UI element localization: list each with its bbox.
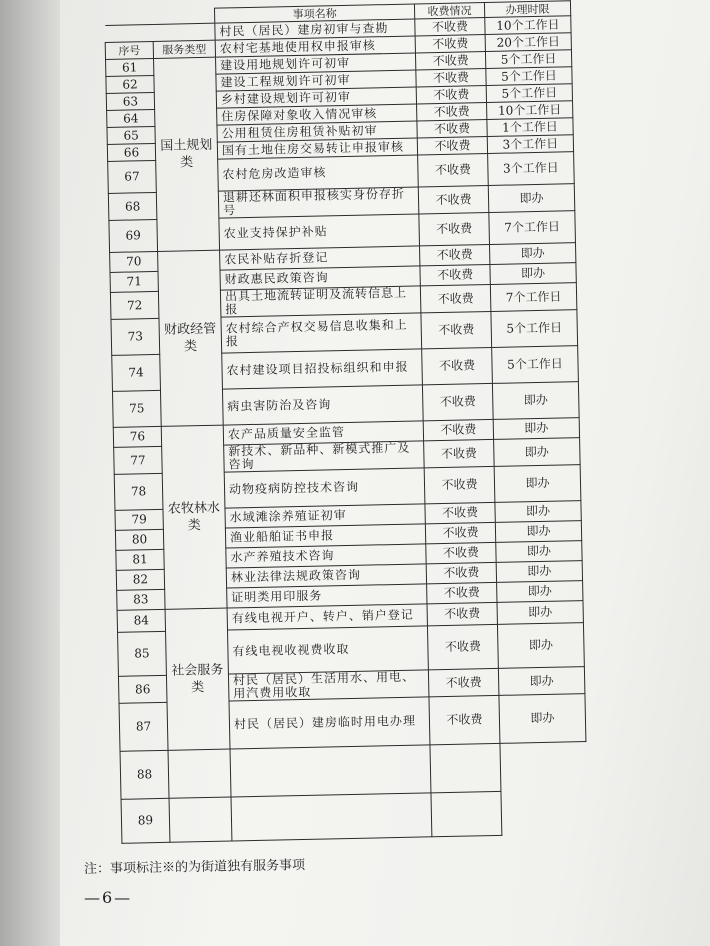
row-number: 66 xyxy=(107,143,155,161)
time-limit: 即办 xyxy=(499,694,586,744)
item-name: 林业法律法规政策咨询 xyxy=(226,564,426,588)
time-limit: 5个工作日 xyxy=(492,346,579,384)
row-number: 82 xyxy=(116,569,164,590)
time-limit xyxy=(431,791,502,836)
fee-status: 不收费 xyxy=(420,244,490,265)
fee-status: 不收费 xyxy=(415,18,485,36)
time-limit: 即办 xyxy=(495,521,581,543)
row-number: 78 xyxy=(114,473,163,510)
fee-status: 不收费 xyxy=(423,419,493,440)
row-number: 67 xyxy=(108,160,157,193)
item-name: 有线电视开户、转户、销户登记 xyxy=(227,604,427,630)
time-limit: 即办 xyxy=(492,382,579,420)
row-number: 74 xyxy=(112,354,161,391)
item-name: 新技术、新品种、新模式推广及咨询 xyxy=(224,441,425,472)
fee-status: 不收费 xyxy=(415,52,485,70)
table-row xyxy=(120,742,587,800)
time-limit: 即办 xyxy=(496,541,582,563)
item-name: 农村综合产权交易信息收集和上报 xyxy=(221,313,422,353)
row-number: 76 xyxy=(113,426,161,447)
item-name: 财政惠民政策咨询 xyxy=(220,266,420,290)
row-number: 87 xyxy=(119,702,168,751)
fee-status: 不收费 xyxy=(416,86,486,104)
item-name: 公用租赁住房租赁补贴初审 xyxy=(217,121,417,142)
fee-status xyxy=(230,745,431,797)
category-agri: 农牧林水类 xyxy=(161,425,227,609)
fee-status: 不收费 xyxy=(421,311,492,348)
time-limit: 10个工作日 xyxy=(485,16,571,35)
time-limit: 即办 xyxy=(495,501,581,523)
fee-status: 不收费 xyxy=(418,185,489,213)
fee-status: 不收费 xyxy=(424,466,495,503)
time-limit: 7个工作日 xyxy=(490,283,577,312)
fee-status: 不收费 xyxy=(417,137,487,155)
time-limit: 3个工作日 xyxy=(488,152,575,186)
row-number: 81 xyxy=(116,549,164,570)
item-name: 病虫害防治及咨询 xyxy=(222,385,423,425)
time-limit xyxy=(430,743,501,792)
time-limit: 即办 xyxy=(494,465,581,503)
time-limit: 5个工作日 xyxy=(491,310,578,348)
fee-status xyxy=(231,793,432,841)
time-limit: 即办 xyxy=(498,667,585,696)
fee-status: 不收费 xyxy=(416,69,486,87)
item-name: 村民（居民）建房初审与查勘 xyxy=(215,19,415,40)
item-name: 水域滩涂养殖证初审 xyxy=(225,504,425,528)
item-name: 村民（居民）建房临时用电办理 xyxy=(229,697,430,749)
item-name: 退耕还林面积申报核实身份存折号 xyxy=(218,187,419,218)
row-number: 80 xyxy=(115,529,163,550)
table-row xyxy=(121,790,588,844)
item-name: 住房保障对象收入情况审核 xyxy=(217,104,417,125)
row-number: 73 xyxy=(111,318,160,355)
time-limit: 20个工作日 xyxy=(485,33,571,52)
item-name: 乡村建设规划许可初审 xyxy=(216,87,416,108)
fee-status: 不收费 xyxy=(422,347,493,384)
item-name xyxy=(168,749,231,798)
item-name: 农村宅基地使用权申报审核 xyxy=(215,36,415,57)
fee-status: 不收费 xyxy=(427,624,498,669)
footnote: 注：事项标注※的为街道独有服务事项 xyxy=(83,858,306,877)
fee-status: 不收费 xyxy=(426,542,496,563)
row-number: 69 xyxy=(109,219,158,252)
fee-status: 不收费 xyxy=(420,284,491,312)
row-number: 75 xyxy=(112,390,161,427)
item-name: 农业支持保护补贴 xyxy=(219,214,420,250)
item-name: 国有土地住房交易转让申报审核 xyxy=(217,138,417,159)
time-limit: 即办 xyxy=(497,601,583,625)
item-name: 建设用地规划许可初审 xyxy=(216,53,416,74)
row-number: 83 xyxy=(117,589,165,610)
header-fee: 收费情况 xyxy=(414,3,484,19)
time-limit: 5个工作日 xyxy=(485,50,571,69)
category-finance: 财政经管类 xyxy=(158,250,224,426)
item-name: 证明类用印服务 xyxy=(227,584,427,608)
row-number: 77 xyxy=(114,446,163,474)
time-limit: 10个工作日 xyxy=(487,101,573,120)
row-number: 70 xyxy=(110,251,158,272)
item-name: 建设工程规划许可初审 xyxy=(216,70,416,91)
service-table-body xyxy=(105,1,588,844)
row-number: 89 xyxy=(121,798,170,843)
fee-status: 不收费 xyxy=(417,103,487,121)
item-name xyxy=(169,797,232,842)
time-limit: 即办 xyxy=(490,263,576,285)
row-number: 79 xyxy=(115,509,163,530)
header-item: 事项名称 xyxy=(214,4,414,23)
fee-status: 不收费 xyxy=(424,439,495,467)
item-name: 农村危房改造审核 xyxy=(218,155,419,191)
row-number: 84 xyxy=(117,609,165,632)
time-limit: 即办 xyxy=(488,184,575,213)
time-limit: 即办 xyxy=(497,581,583,603)
fee-status: 不收费 xyxy=(422,383,493,420)
fee-status: 不收费 xyxy=(415,35,485,53)
item-name: 出具土地流转证明及流转信息上报 xyxy=(220,286,421,317)
time-limit: 3个工作日 xyxy=(487,135,573,154)
row-number: 63 xyxy=(106,92,154,110)
item-name: 农产品质量安全监管 xyxy=(223,421,423,445)
time-limit: 1个工作日 xyxy=(487,118,573,137)
row-number: 61 xyxy=(106,58,154,76)
row-number: 71 xyxy=(110,271,158,292)
page-number: —6— xyxy=(84,888,133,907)
category-land: 国土规划类 xyxy=(154,57,220,251)
fee-status: 不收费 xyxy=(417,120,487,138)
fee-status: 不收费 xyxy=(425,522,495,543)
fee-status: 不收费 xyxy=(420,264,490,285)
fee-status: 不收费 xyxy=(427,582,497,603)
time-limit: 即办 xyxy=(497,623,584,669)
row-number: 86 xyxy=(118,675,167,703)
fee-status: 不收费 xyxy=(428,668,499,696)
item-name: 农民补贴存折登记 xyxy=(220,246,420,270)
time-limit: 即办 xyxy=(489,243,575,265)
item-name: 农村建设项目招投标组织和申报 xyxy=(222,349,423,389)
item-name: 渔业船舶证书申报 xyxy=(225,524,425,548)
item-name: 有线电视收视费收取 xyxy=(228,626,429,674)
time-limit: 即办 xyxy=(494,438,581,467)
item-name: 村民（居民）生活用水、用电、用汽费用收取 xyxy=(228,670,429,701)
row-number: 62 xyxy=(106,75,154,93)
row-number: 65 xyxy=(107,126,155,144)
category-social: 社会服务类 xyxy=(165,608,230,750)
row-number: 72 xyxy=(110,291,159,319)
page-shadow xyxy=(0,0,60,946)
header-category: 服务类型 xyxy=(153,40,215,58)
time-limit: 即办 xyxy=(496,561,582,583)
fee-status: 不收费 xyxy=(419,212,490,245)
item-name: 动物疫病防控技术咨询 xyxy=(224,468,425,508)
time-limit: 5个工作日 xyxy=(486,67,572,86)
time-limit: 即办 xyxy=(493,418,579,440)
time-limit: 5个工作日 xyxy=(486,84,572,103)
item-name: 水产养殖技术咨询 xyxy=(226,544,426,568)
fee-status: 不收费 xyxy=(426,562,496,583)
fee-status: 不收费 xyxy=(418,153,489,186)
service-table xyxy=(104,0,588,844)
row-number: 64 xyxy=(107,109,155,127)
row-number: 88 xyxy=(120,750,169,799)
fee-status: 不收费 xyxy=(425,502,495,523)
time-limit: 7个工作日 xyxy=(489,211,576,245)
row-number: 68 xyxy=(108,192,157,220)
fee-status: 不收费 xyxy=(429,695,500,744)
header-seq: 序号 xyxy=(105,41,153,59)
header-time: 办理时限 xyxy=(484,1,570,18)
row-number: 85 xyxy=(118,631,167,676)
fee-status: 不收费 xyxy=(427,602,497,625)
